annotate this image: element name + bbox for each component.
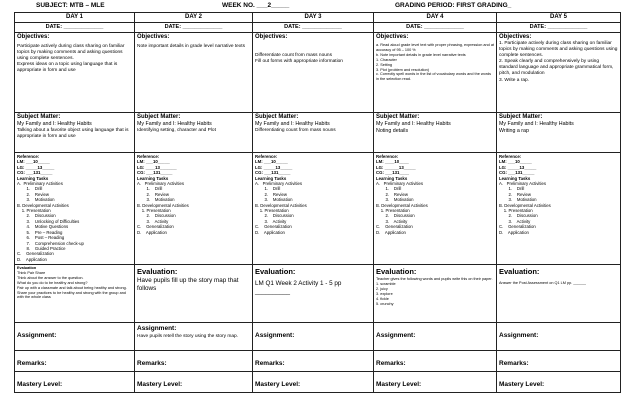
references-day-2: Reference: LM: ___10_____ LG: ____13_______ CG: ___131_____ Learning Tasks A. Preliminary Activities 1. Drill 2. Review 3. Motivation B. Developmental Activities 1. Presentation 2. Discussion 3. Activity C. Generalization D. Application: [135, 153, 253, 265]
remarks-day-4: Remarks:: [374, 351, 497, 372]
references-day-5: Reference: LM: ___10_____ LG: _____13_____ CG: ___131_____ Learning Tasks A. Preliminary Activities 1. Drill 2. Review 3. Motivation B. Developmental Activities 1. Presentation 2. Discussion 3. Activity C. Generalization D. Application: [497, 153, 621, 265]
day-1-header: DAY 1: [15, 13, 135, 23]
subject-matter-day-4: Subject Matter: My Family and I: Healthy Habits Noting details: [374, 113, 497, 153]
evaluation-row: [15, 265, 621, 323]
day-3-header: DAY 3: [253, 13, 374, 23]
day-4-header: DAY 4: [374, 13, 497, 23]
remarks-day-3: Remarks:: [253, 351, 374, 372]
objectives-day-1: Objectives: Participate actively during class sharing on familiar topics by making comments and asking questions using complete sentences. Express ideas on a topic using language that is appropriate in form and use: [15, 33, 135, 113]
date-field-day-3: DATE: _____________: [253, 23, 374, 33]
date-field-day-1: DATE: _____________: [15, 23, 135, 33]
remarks-label: Remarks:: [17, 360, 47, 367]
subject-heading: SUBJECT: MTB – MLE: [36, 2, 105, 9]
objectives-row: [15, 33, 621, 113]
week-heading: WEEK NO. ___2_____: [222, 2, 290, 9]
evaluation-day-4: Evaluation: Teacher gives the following words and pupils write this on their paper. 1. scramble 2. juicy 3. explore 4. fickle 5. crunchy: [374, 265, 497, 323]
objectives-day-4: Objectives: a. Read aloud grade level text with proper phrasing, expression and at accuracy of 95 – 100 % b. Note important details in grade level narrative texts 1. Character 2. Setting 3. Plot (problem and resolution) c. Correctly spell words in the list of vocabulary words and the words in the selection read.: [374, 33, 497, 113]
objectives-day-3: Objectives: Differentiate count from mass nouns Fill out forms with appropriate information: [253, 33, 374, 113]
objectives-day-2: Objectives: Note important details in grade level narrative texts: [135, 33, 253, 113]
references-day-3: Reference: LM: ___10_____ LG: _____13_____ CG: ___131_____ Learning Tasks A. Preliminary Activities 1. Drill 2. Review 3. Motivation B. Developmental Activities 1. Presentation 2. Discussion 3. Activity C. Generalization D. Application: [253, 153, 374, 265]
references-day-1: Reference: LM: ___10_____ LG: _____13_____ CG: ___131_____ Learning Tasks A. Preliminary Activities 1. Drill 2. Review 3. Motivation B. Developmental Activities 1. Presentation 2. Discussion 3. Unlocking of Difficulties 4. Motive Questions 5. Pre – Reading 6. Post – Reading 7. Comprehension check-up 8. Guided Practice C. Generalization D. Application: [15, 153, 135, 265]
mastery-row: [15, 372, 621, 393]
assignment-day-4: Assignment:: [374, 323, 497, 351]
page-header: [0, 0, 638, 12]
evaluation-day-1: Evaluation Think Pair Share Think about the answer to the question. What do you do to be healthy and strong? Pair up with a classmate and talk about being healthy and strong. Share your practices to be healthy and strong with the group and with the whole class: [15, 265, 135, 323]
assignment-day-1: [15, 323, 135, 351]
date-row: [15, 23, 621, 33]
subject-matter-day-2: Subject Matter: My Family and I: Healthy Habits Identifying setting, character and Plot: [135, 113, 253, 153]
day-5-header: DAY 5: [497, 13, 621, 23]
evaluation-day-5: Evaluation: Answer the Post Assessment on Q1 LM pp. ______: [497, 265, 621, 323]
day-header-row: [15, 13, 621, 23]
mastery-label: Mastery Level:: [17, 381, 63, 388]
evaluation-day-3: Evaluation: LM Q1 Week 2 Activity 1 - 5 pp __________: [253, 265, 374, 323]
subject-matter-day-1: Subject Matter: My Family and I: Healthy Habits Talking about a favorite object using language that is appropriate in form and use: [15, 113, 135, 153]
references-tasks-row: [15, 153, 621, 265]
assignment-day-3: Assignment:: [253, 323, 374, 351]
subject-matter-day-3: Subject Matter: My Family and I: Healthy Habits Differentiating count from mass nouns: [253, 113, 374, 153]
assignment-day-5: Assignment:: [497, 323, 621, 351]
remarks-day-2: Remarks:: [135, 351, 253, 372]
date-field-day-5: DATE: _____________: [497, 23, 621, 33]
assignment-label: Assignment:: [17, 332, 57, 339]
assignment-day-2: Assignment: Have pupils retell the story using the story map.: [135, 323, 253, 351]
mastery-day-1: [15, 372, 135, 393]
remarks-day-1: [15, 351, 135, 372]
evaluation-label: Evaluation:: [137, 267, 178, 276]
evaluation-day-2: Evaluation: Have pupils fill up the story map that follows: [135, 265, 253, 323]
date-field-day-4: DATE: _____________: [374, 23, 497, 33]
learning-tasks-label: Learning Tasks: [17, 175, 49, 181]
reference-label: Reference:: [17, 154, 40, 159]
mastery-day-3: Mastery Level:: [253, 372, 374, 393]
subject-matter-day-5: Subject Matter: My Family and I: Healthy Habits Writing a rap: [497, 113, 621, 153]
mastery-day-5: Mastery Level:: [497, 372, 621, 393]
remarks-day-5: Remarks:: [497, 351, 621, 372]
day-2-header: DAY 2: [135, 13, 253, 23]
objectives-day-5: Objectives: 1. Participate actively during class sharing on familiar topics by making comments and asking questions using complete sentences. 2. Speak clearly and comprehensively by using standard language and appropriate grammatical form, pitch, and modulation 3. Write a rap.: [497, 33, 621, 113]
grading-period-heading: GRADING PERIOD: FIRST GRADING_: [395, 2, 512, 9]
mastery-day-2: Mastery Level:: [135, 372, 253, 393]
assignment-row: [15, 323, 621, 351]
date-field-day-2: DATE: _____________: [135, 23, 253, 33]
lesson-plan-table: [14, 12, 621, 393]
references-day-4: Reference: LM: ____10____ LG: ______13_____ CG: ___131____ Learning Tasks A. Preliminary Activities 1. Drill 2. Review 3. Motivation B. Developmental Activities 1. Presentation 2. Discussion 3. Activity C. Generalization D. Application: [374, 153, 497, 265]
remarks-row: [15, 351, 621, 372]
subject-matter-row: [15, 113, 621, 153]
objectives-label: Objectives:: [17, 34, 50, 40]
mastery-day-4: Mastery Level:: [374, 372, 497, 393]
subject-matter-label: Subject Matter:: [17, 114, 61, 120]
